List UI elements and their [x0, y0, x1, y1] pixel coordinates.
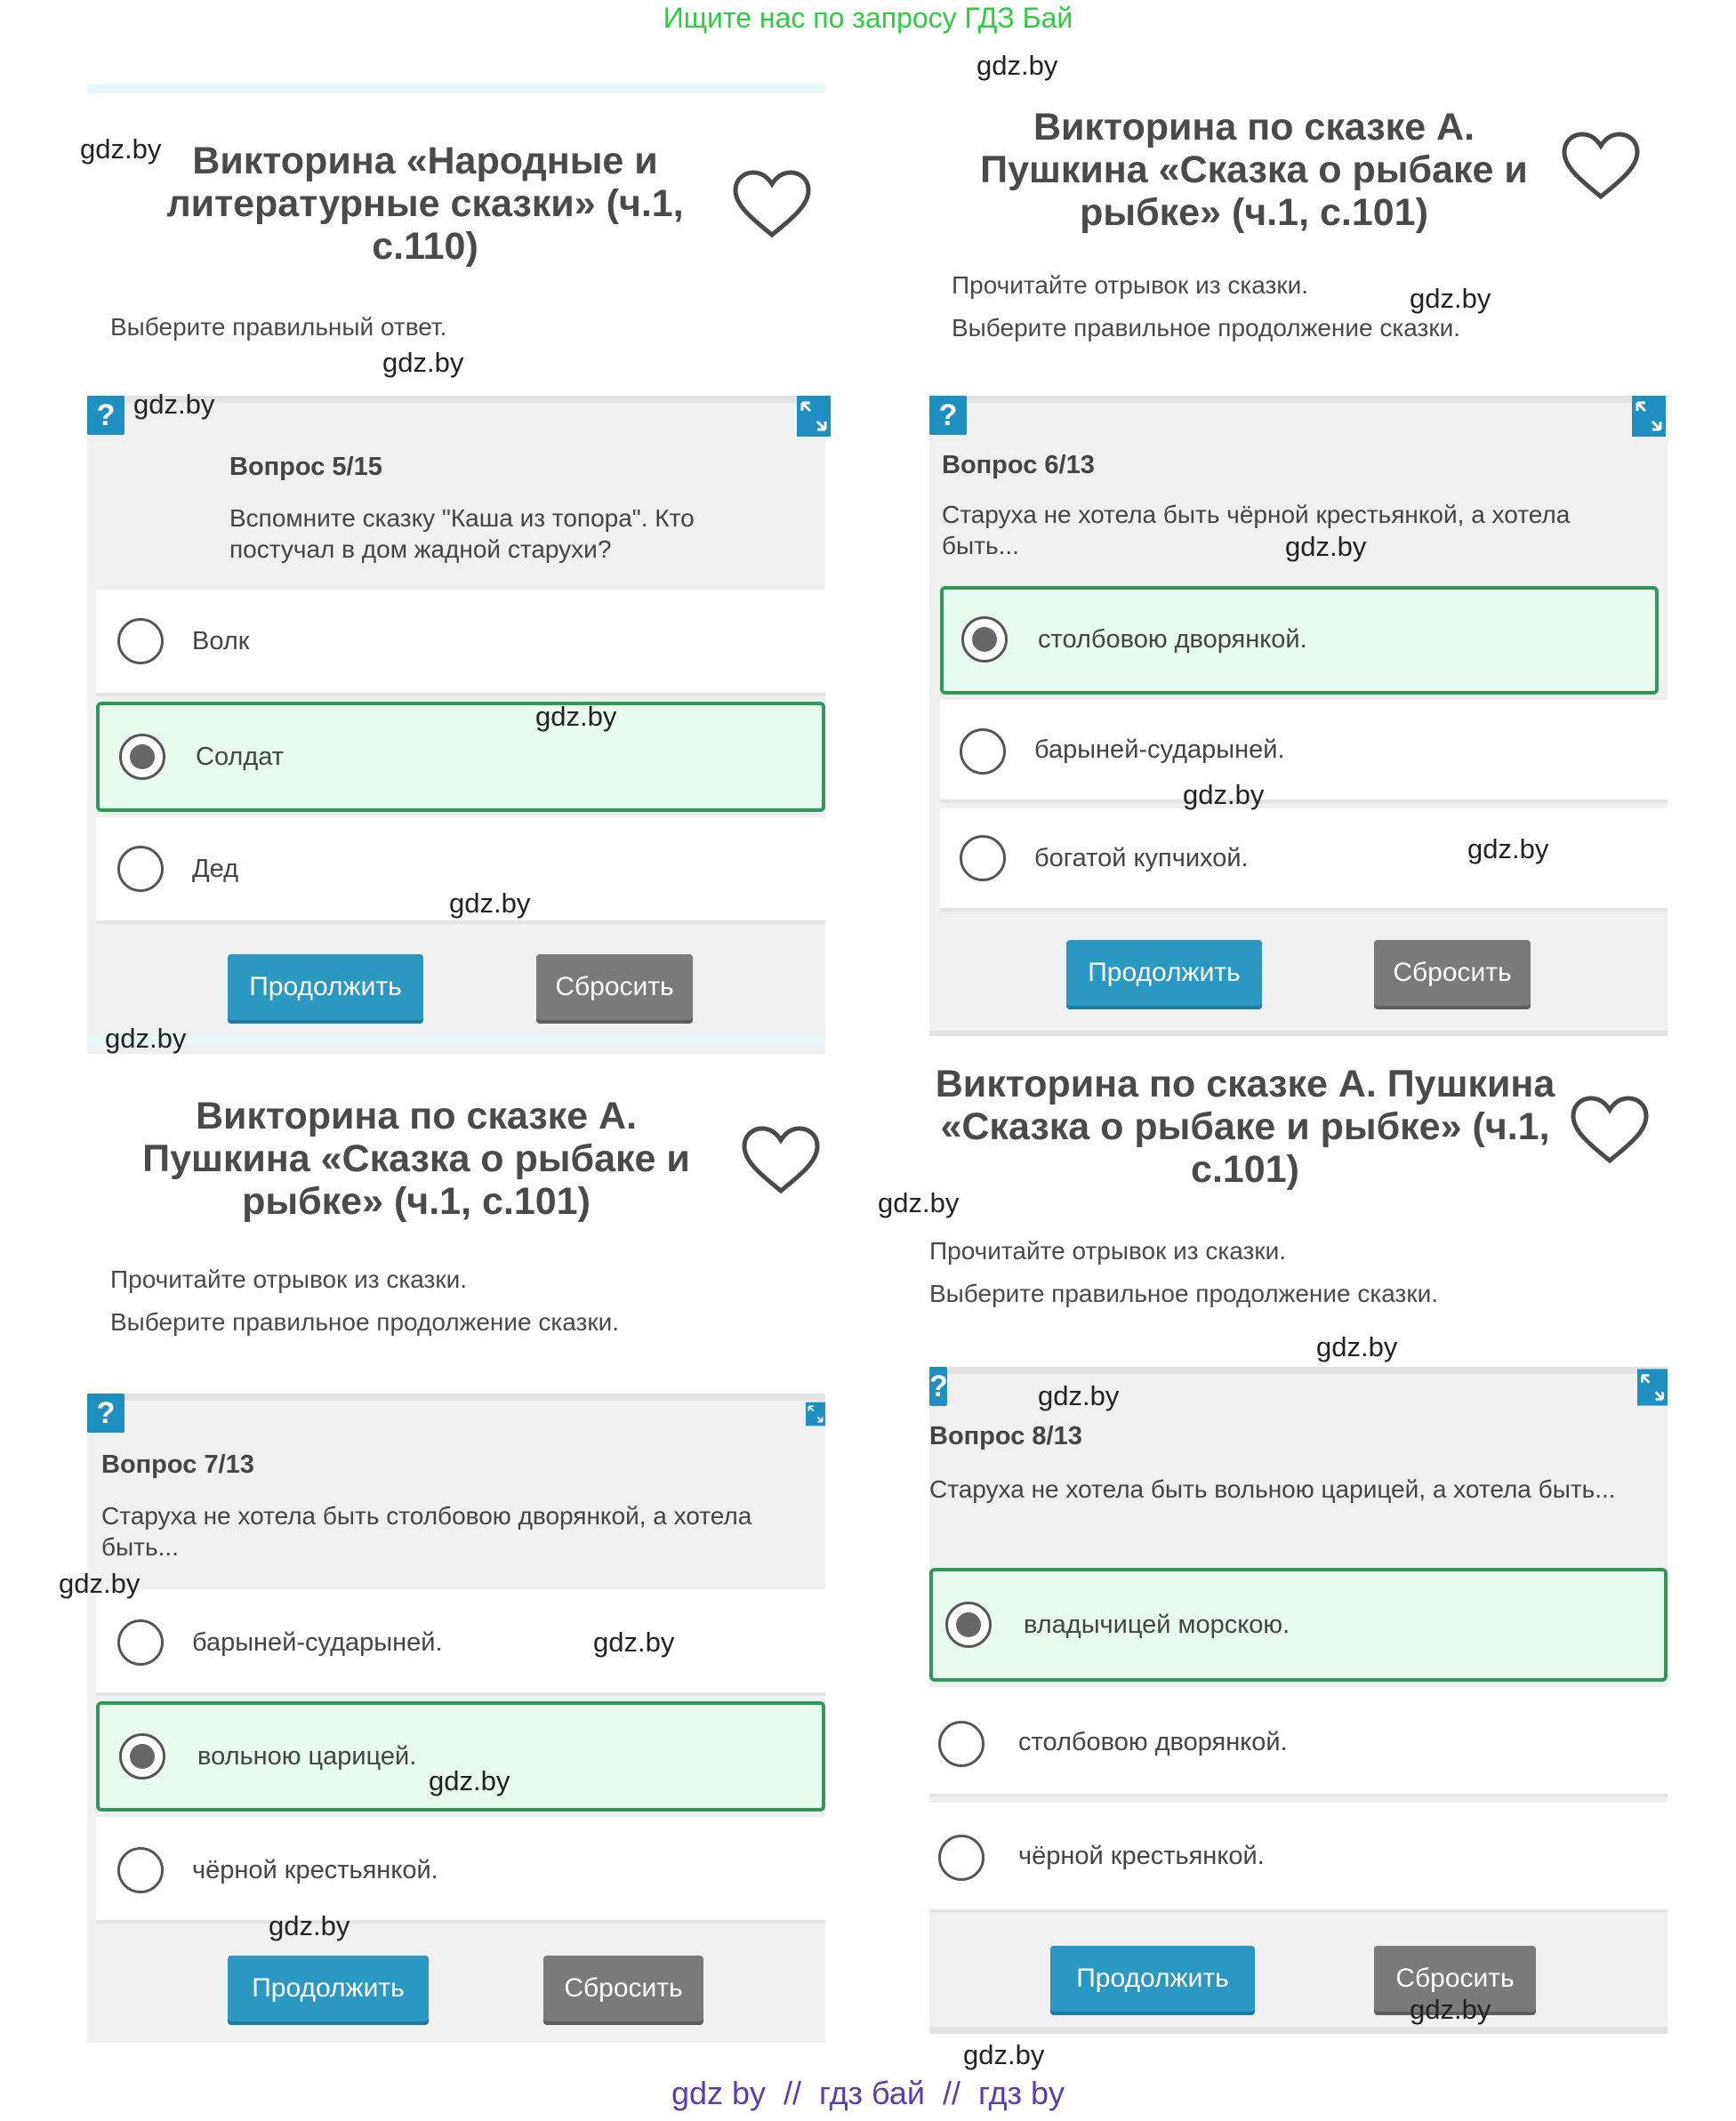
radio-button[interactable] [938, 1721, 985, 1767]
question-number: Вопрос 6/13 [942, 451, 1095, 479]
watermark: gdz.by [1038, 1380, 1120, 1411]
answer-option-selected[interactable] [96, 702, 825, 812]
quiz-title: Викторина по сказке А. Пушкина «Сказка о рыбаке и рыбке» (ч.1, с.101) [980, 106, 1528, 234]
question-text: Старуха не хотела быть столбовою дворянкой, а хотела быть... [101, 1502, 752, 1561]
option-label: вольною царицей. [197, 1742, 417, 1771]
help-icon[interactable]: ? [87, 1394, 125, 1433]
quiz-title: Викторина по сказке А. Пушкина «Сказка о рыбаке и рыбке» (ч.1, с.101) [935, 1063, 1555, 1191]
panel-top-line [87, 84, 825, 93]
watermark: gdz.by [133, 389, 215, 420]
option-label: богатой купчихой. [1034, 844, 1249, 872]
watermark: gdz.by [1410, 1994, 1491, 2025]
continue-button[interactable]: Продолжить [228, 954, 423, 1020]
option-label: столбовою дворянкой. [1018, 1728, 1288, 1756]
watermark: gdz.by [593, 1627, 675, 1658]
quiz-description: Прочитайте отрывок из сказки. [929, 1237, 1286, 1265]
watermark: gdz.by [1410, 283, 1491, 314]
answer-option[interactable] [96, 590, 825, 696]
question-text: Старуха не хотела быть чёрной крестьянкой, а хотела быть... [942, 501, 1571, 559]
reset-button[interactable]: Сбросить [536, 954, 693, 1020]
heart-icon[interactable] [1561, 131, 1641, 202]
question-text: Вспомните сказку "Каша из топора". Кто постучал в дом жадной старухи? [229, 504, 695, 563]
help-icon[interactable]: ? [929, 1367, 947, 1406]
question-box [87, 396, 825, 1054]
quiz-description: Прочитайте отрывок из сказки. [952, 271, 1308, 299]
panel-bottom-line [87, 1036, 825, 1045]
watermark: gdz.by [382, 347, 464, 378]
reset-button[interactable]: Сбросить [1374, 940, 1531, 1006]
watermark: gdz.by [105, 1023, 187, 1054]
radio-button-checked[interactable] [119, 1733, 165, 1780]
bottom-banner: gdz by // гдз бай // гдз by [671, 2075, 1065, 2111]
question-number: Вопрос 8/13 [929, 1422, 1082, 1450]
quiz-panel-2 [929, 84, 1668, 1045]
quiz-panel-3 [87, 1045, 825, 2050]
radio-button-checked[interactable] [961, 616, 1008, 663]
answer-option[interactable] [929, 1803, 1668, 1913]
continue-button[interactable]: Продолжить [1050, 1946, 1255, 2012]
option-label: владычицей морскою. [1024, 1611, 1290, 1639]
quiz-title: Викторина «Народные и литературные сказки» (ч.1, с.110) [166, 140, 684, 268]
question-box [87, 1394, 825, 2043]
question-number: Вопрос 7/13 [101, 1450, 254, 1479]
radio-button[interactable] [117, 1847, 164, 1893]
quiz-description-2: Выберите правильное продолжение сказки. [929, 1280, 1439, 1307]
watermark: gdz.by [59, 1568, 141, 1599]
question-box [929, 1367, 1668, 2034]
watermark: gdz.by [1183, 779, 1265, 810]
watermark: gdz.by [1467, 833, 1549, 864]
reset-button[interactable]: Сбросить [543, 1956, 703, 2021]
radio-button[interactable] [938, 1835, 985, 1881]
radio-button[interactable] [960, 728, 1006, 775]
option-label: чёрной крестьянкой. [192, 1856, 438, 1884]
quiz-description: Выберите правильный ответ. [110, 313, 447, 341]
option-label: Солдат [196, 743, 285, 771]
watermark: gdz.by [535, 701, 617, 732]
radio-button[interactable] [117, 1619, 164, 1666]
expand-icon[interactable] [1630, 396, 1668, 437]
heart-icon[interactable] [1570, 1095, 1650, 1166]
quiz-title: Викторина по сказке А. Пушкина «Сказка о рыбаке и рыбке» (ч.1, с.101) [142, 1095, 690, 1223]
help-icon[interactable]: ? [929, 396, 967, 435]
watermark: gdz.by [963, 2039, 1045, 2070]
quiz-panel-4 [929, 1045, 1668, 2045]
help-icon[interactable]: ? [87, 396, 125, 435]
watermark: gdz.by [269, 1910, 350, 1941]
expand-icon[interactable] [806, 1394, 825, 1434]
watermark: gdz.by [1285, 531, 1367, 562]
radio-button[interactable] [117, 618, 164, 664]
watermark: gdz.by [429, 1765, 510, 1796]
expand-icon[interactable] [797, 396, 831, 437]
radio-button[interactable] [117, 846, 164, 892]
answer-option-selected[interactable] [940, 586, 1659, 695]
heart-icon[interactable] [741, 1125, 821, 1196]
question-box [929, 396, 1668, 1036]
answer-option[interactable] [940, 808, 1668, 912]
answer-option[interactable] [929, 1687, 1668, 1797]
top-banner: Ищите нас по запросу ГДЗ Бай [663, 2, 1073, 34]
radio-button-checked[interactable] [119, 734, 165, 780]
radio-button[interactable] [960, 835, 1006, 881]
answer-option-selected[interactable] [929, 1568, 1668, 1682]
answer-option[interactable] [96, 1589, 825, 1696]
watermark: gdz.by [1316, 1331, 1398, 1362]
option-label: барыней-сударыней. [192, 1628, 443, 1657]
continue-button[interactable]: Продолжить [1066, 940, 1262, 1006]
option-label: столбовою дворянкой. [1038, 625, 1307, 654]
question-number: Вопрос 5/15 [229, 453, 382, 481]
option-label: Дед [192, 855, 239, 883]
expand-icon[interactable] [1637, 1367, 1668, 1408]
option-label: Волк [192, 627, 250, 655]
continue-button[interactable]: Продолжить [228, 1956, 429, 2021]
question-text: Старуха не хотела быть вольною царицей, а хотела быть... [929, 1475, 1616, 1503]
reset-button[interactable]: Сбросить [1374, 1946, 1536, 2012]
watermark: gdz.by [976, 50, 1058, 81]
answer-option[interactable] [940, 700, 1668, 803]
radio-button-checked[interactable] [945, 1602, 992, 1648]
watermark: gdz.by [878, 1187, 960, 1218]
quiz-description-2: Выберите правильное продолжение сказки. [952, 314, 1461, 341]
watermark: gdz.by [80, 133, 162, 165]
quiz-description: Прочитайте отрывок из сказки. [110, 1265, 467, 1293]
watermark: gdz.by [449, 888, 531, 919]
heart-icon[interactable] [732, 169, 812, 240]
answer-option[interactable] [96, 1817, 825, 1924]
option-label: чёрной крестьянкой. [1018, 1842, 1265, 1870]
option-label: барыней-сударыней. [1034, 735, 1285, 764]
quiz-description-2: Выберите правильное продолжение сказки. [110, 1308, 620, 1336]
